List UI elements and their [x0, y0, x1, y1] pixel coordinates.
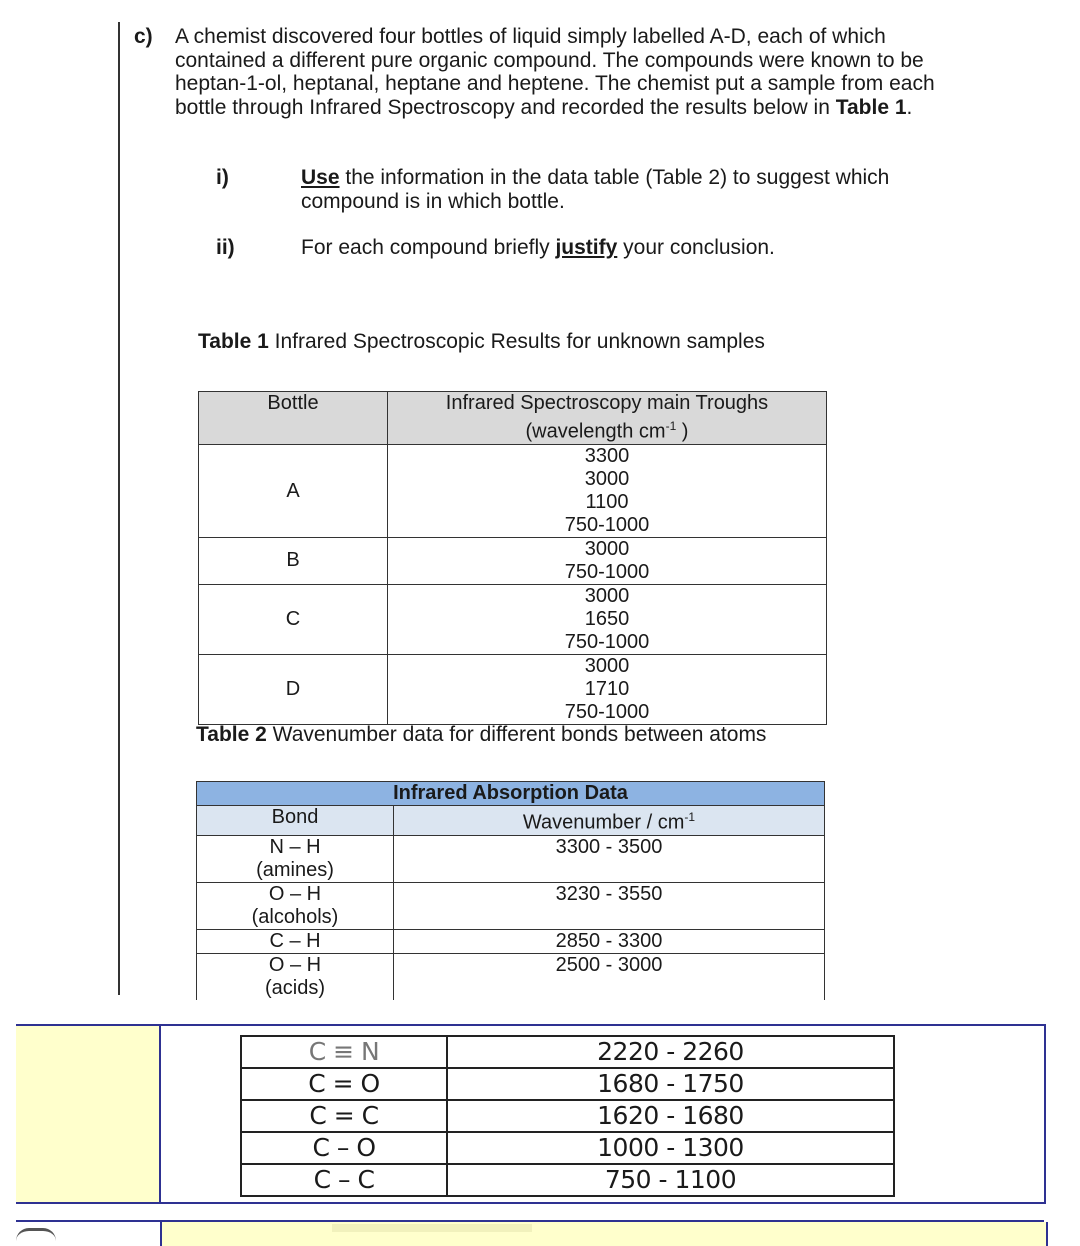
- table-row: [241, 1132, 894, 1164]
- table2-range-cell: 2850 - 3300: [394, 929, 825, 953]
- table1-bottle-cell: A: [199, 444, 388, 537]
- cropped-shape: [16, 1228, 56, 1241]
- table-row: [241, 1068, 894, 1100]
- table1-bottle-cell: B: [199, 537, 388, 584]
- table-row: [241, 1100, 894, 1132]
- strip-yellow-cell: [160, 1222, 1048, 1246]
- subquestion-ii-label: ii): [216, 236, 235, 259]
- table1-troughs-cell: 3300 3000 1100 750-1000: [388, 444, 827, 537]
- table3-bond-cell: C = C: [241, 1100, 447, 1132]
- subquestion-ii-text: For each compound briefly justify your conclusion.: [301, 236, 775, 259]
- cropped-text-fragment: [332, 1224, 532, 1232]
- table1-header-bottle: Bottle: [199, 392, 388, 445]
- table2-bond-cell: O – H (alcohols): [197, 882, 394, 929]
- table1-header-troughs: Infrared Spectroscopy main Troughs (wavelength $cm^{-1}$ ): [388, 392, 827, 445]
- question-label: c): [134, 25, 153, 48]
- table2-header-bond: Bond: [197, 806, 394, 836]
- table1-troughs-cell: 3000 1710 750-1000: [388, 654, 827, 724]
- table3-range-cell: 1680 - 1750: [447, 1068, 894, 1100]
- panel-yellow-cell: [16, 1026, 161, 1202]
- table-row: [197, 835, 825, 882]
- table2-bond-cell: O – H (acids): [197, 953, 394, 1000]
- table-row: [199, 654, 827, 724]
- continuation-panel: [16, 1024, 1046, 1204]
- table2-header-wavenumber: Wavenumber / $cm^{-1}$: [394, 806, 825, 836]
- table1-troughs-cell: 3000 1650 750-1000: [388, 584, 827, 654]
- table2-range-cell: 2500 - 3000: [394, 953, 825, 1000]
- table1-ir-results: [198, 391, 827, 725]
- question-text: A chemist discovered four bottles of liquid simply labelled A-D, each of which contained a different pure organic compound. The compounds were known to be heptan-1-ol, heptanal, heptane and heptene. The chemist put a sample from each bottle through Infrared Spectroscopy and recorded the results below in Table 1.: [175, 25, 935, 119]
- margin-line: [118, 22, 120, 995]
- table2-caption: Table 2 Wavenumber data for different bonds between atoms: [196, 723, 767, 746]
- table3-bond-cell: C = O: [241, 1068, 447, 1100]
- table-row: [197, 882, 825, 929]
- table2-absorption-data: [196, 781, 825, 1000]
- table2-bond-cell: C – H: [197, 929, 394, 953]
- table-row: [199, 444, 827, 537]
- table3-range-cell: 2220 - 2260: [447, 1036, 894, 1068]
- table-row: [199, 584, 827, 654]
- table2-range-cell: 3300 - 3500: [394, 835, 825, 882]
- table2-continuation: [240, 1035, 895, 1197]
- table2-bond-cell: N – H (amines): [197, 835, 394, 882]
- table2-title: Infrared Absorption Data: [197, 782, 825, 806]
- table3-bond-cell: C ≡ N: [241, 1036, 447, 1068]
- table-row: [241, 1164, 894, 1196]
- table2-range-cell: 3230 - 3550: [394, 882, 825, 929]
- table3-range-cell: 750 - 1100: [447, 1164, 894, 1196]
- subquestion-i-label: i): [216, 166, 229, 189]
- table1-troughs-cell: 3000 750-1000: [388, 537, 827, 584]
- question-bold-ref: Table 1: [835, 95, 907, 119]
- table3-bond-cell: C – O: [241, 1132, 447, 1164]
- table1-bottle-cell: D: [199, 654, 388, 724]
- table-row: [241, 1036, 894, 1068]
- table1-caption: Table 1 Infrared Spectroscopic Results for unknown samples: [198, 330, 765, 353]
- table3-range-cell: 1620 - 1680: [447, 1100, 894, 1132]
- table-row: [197, 953, 825, 1000]
- subquestion-i-text: Use the information in the data table (Table 2) to suggest which compound is in which bottle.: [301, 166, 890, 213]
- table3-bond-cell: C – C: [241, 1164, 447, 1196]
- next-panel-strip: [16, 1220, 1044, 1246]
- table1-bottle-cell: C: [199, 584, 388, 654]
- table-row: [199, 537, 827, 584]
- table3-range-cell: 1000 - 1300: [447, 1132, 894, 1164]
- table-row: [197, 929, 825, 953]
